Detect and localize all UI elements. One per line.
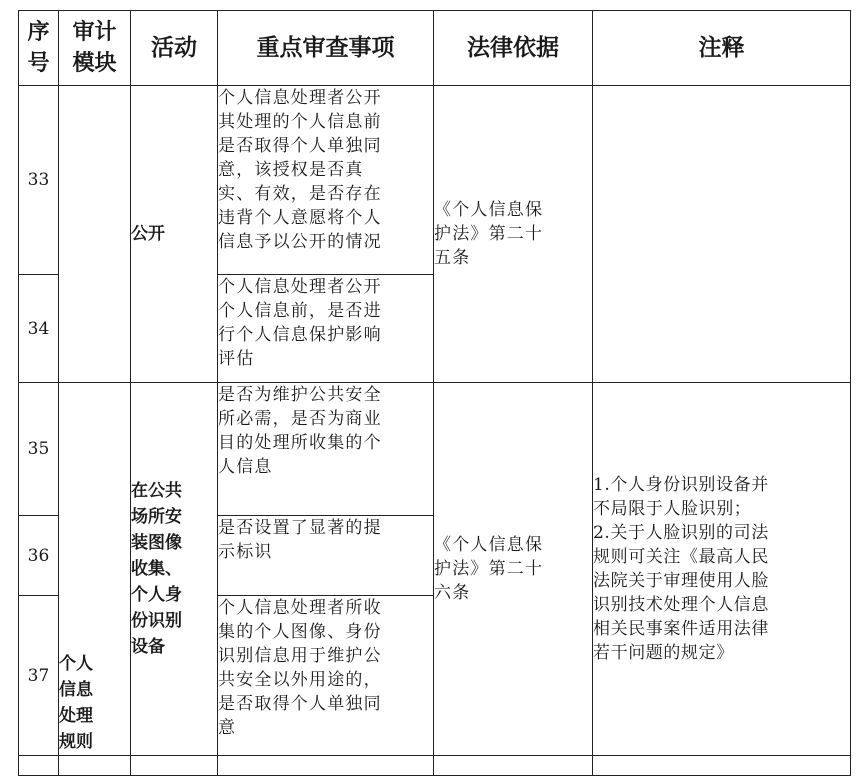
legal-basis-cell: 《个人信息保 护法》第二十 五条 [434,86,593,383]
key-point-cell: 个人信息处理者所收 集的个人图像、身份 识别信息用于维护公 共安全以外用途的， 是否取得个人单独同 意 [218,596,434,756]
partial-notes-cell [593,756,851,776]
partial-key-point-cell [218,756,434,776]
partial-module-cell [59,756,131,776]
audit-checklist-table [18,10,851,776]
module-cell-upper [59,86,131,383]
row-seq: 33 [19,86,59,275]
header-key-points: 重点审查事项 [218,11,434,86]
partial-legal-basis-cell [434,756,593,776]
activity-cell: 公开 [131,86,218,383]
header-legal-basis: 法律依据 [434,11,593,86]
header-activity: 活动 [131,11,218,86]
notes-cell: 1.个人身份识别设备并 不局限于人脸识别； 2.关于人脸识别的司法 规则可关注《最高人民 法院关于审理使用人脸 识别技术处理个人信息 相关民事案件适用法律 若干问题的规定》 [593,383,851,756]
module-cell: 个人 信息 处理 规则 [59,383,131,756]
header-notes: 注释 [593,11,851,86]
key-point-cell: 是否为维护公共安全 所必需，是否为商业 目的处理所收集的个 人信息 [218,383,434,516]
row-seq: 37 [19,596,59,756]
table-row [19,86,851,275]
row-seq: 34 [19,275,59,383]
partial-seq-cell [19,756,59,776]
table-row [19,383,851,516]
key-point-cell: 是否设置了显著的提 示标识 [218,516,434,596]
key-point-cell: 个人信息处理者公开 个人信息前，是否进 行个人信息保护影响 评估 [218,275,434,383]
table-header-row [19,11,851,86]
partial-activity-cell [131,756,218,776]
key-point-cell: 个人信息处理者公开 其处理的个人信息前 是否取得个人单独同 意，该授权是否真 实、有效，是否存在 违背个人意愿将个人 信息予以公开的情况 [218,86,434,275]
notes-cell [593,86,851,383]
header-seq: 序 号 [19,11,59,86]
legal-basis-cell: 《个人信息保 护法》第二十 六条 [434,383,593,756]
row-seq: 35 [19,383,59,516]
header-module: 审计 模块 [59,11,131,86]
activity-cell: 在公共 场所安 装图像 收集、 个人身 份识别 设备 [131,383,218,756]
table-row-partial [19,756,851,776]
row-seq: 36 [19,516,59,596]
